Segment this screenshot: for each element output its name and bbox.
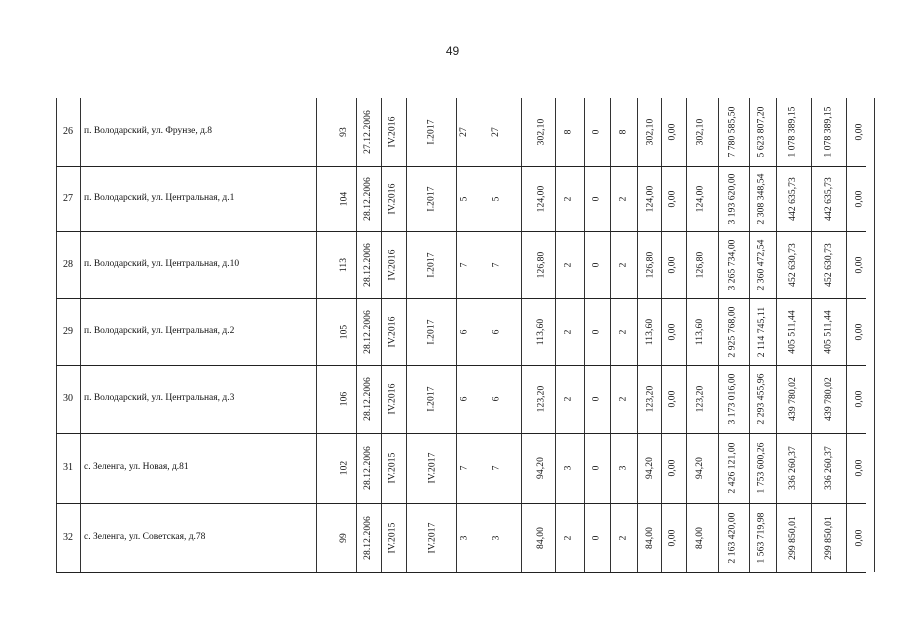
table-cell [451, 365, 477, 433]
table-cell [847, 231, 873, 298]
cell-value: 7 [490, 262, 501, 267]
table-cell [687, 231, 713, 298]
cell-value: 5 [458, 196, 469, 201]
cell-value: 6 [490, 396, 501, 402]
row-number: 26 [63, 126, 73, 137]
table-cell [528, 503, 554, 572]
cell-value: 299 850,01 [824, 515, 834, 560]
cell-value: 93 [338, 127, 349, 137]
table-cell [483, 503, 509, 572]
table-cell [749, 298, 775, 365]
table-cell [419, 98, 445, 166]
table-cell [660, 231, 686, 298]
table-cell [687, 433, 713, 503]
table-cell [355, 98, 381, 166]
cell-value: 0 [590, 465, 601, 471]
cell-value: 84,00 [695, 526, 705, 549]
table-cell [331, 365, 357, 433]
table-cell [749, 98, 775, 166]
cell-value: 27 [490, 127, 501, 137]
table-cell [610, 433, 636, 503]
table-cell [355, 503, 381, 572]
table-cell [720, 365, 746, 433]
cell-value: 0 [590, 262, 601, 267]
cell-value: 6 [458, 396, 469, 402]
table-cell [780, 298, 806, 365]
table-cell [555, 503, 581, 572]
table-cell [583, 298, 609, 365]
cell-value: IV.2016 [387, 249, 397, 280]
table-cell [451, 166, 477, 231]
cell-value: 2 [617, 329, 628, 334]
cell-value: 28.12.2006 [363, 176, 373, 221]
table-cell [660, 98, 686, 166]
table-cell [528, 231, 554, 298]
cell-value: 124,00 [645, 185, 656, 212]
table-cell [660, 503, 686, 572]
table-cell [816, 503, 842, 572]
table-cell [583, 166, 609, 231]
table-cell [749, 503, 775, 572]
table-cell [555, 298, 581, 365]
cell-value: 302,10 [536, 118, 547, 146]
cell-value: 2 925 768,00 [728, 305, 739, 358]
column-divider [521, 98, 522, 572]
cell-value: 123,20 [695, 385, 706, 413]
column-divider [80, 98, 81, 572]
table-cell [483, 166, 509, 231]
cell-value: 106 [339, 391, 349, 407]
table-cell [780, 503, 806, 572]
cell-value: 0,00 [855, 255, 865, 274]
cell-value: 439 780,02 [824, 377, 834, 421]
table-cell [749, 365, 775, 433]
table-cell [451, 503, 477, 572]
cell-value: 439 780,02 [788, 377, 798, 421]
table-cell [419, 231, 445, 298]
cell-value: 405 511,44 [824, 309, 834, 354]
table-cell [687, 365, 713, 433]
cell-value: 302,10 [645, 118, 656, 146]
table-cell [610, 231, 636, 298]
row-number: 32 [63, 531, 73, 543]
row-address: п. Володарский, ул. Центральная, д.1 [84, 192, 235, 203]
cell-value: 27 [458, 127, 469, 137]
cell-value: 1 753 600,26 [757, 442, 768, 494]
row-divider [56, 572, 866, 573]
cell-value: 452 630,73 [788, 242, 798, 287]
cell-value: 1 078 389,15 [788, 106, 799, 158]
cell-value: 0,00 [668, 390, 678, 408]
cell-value: 0 [590, 196, 601, 201]
cell-value: IV.2016 [387, 383, 397, 415]
table-cell [780, 231, 806, 298]
cell-value: 3 173 016,00 [728, 373, 739, 425]
table-cell [419, 365, 445, 433]
table-cell [451, 298, 477, 365]
row-address: п. Володарский, ул. Центральная, д.10 [84, 258, 240, 269]
table-cell [419, 298, 445, 365]
cell-value: 84,00 [536, 526, 546, 549]
row-number: 31 [63, 462, 73, 473]
table-cell [749, 166, 775, 231]
cell-value: 0,00 [855, 189, 865, 208]
table-cell [583, 365, 609, 433]
table-cell [331, 503, 357, 572]
cell-value: 0,00 [668, 459, 678, 477]
table-cell [528, 166, 554, 231]
cell-value: 2 [617, 535, 628, 540]
column-divider [718, 98, 719, 572]
cell-value: 27.12.2006 [363, 110, 373, 154]
cell-value: I.2017 [426, 251, 437, 278]
cell-value: IV.2015 [387, 452, 397, 484]
table-cell [528, 433, 554, 503]
cell-value: 2 426 121,00 [728, 442, 739, 494]
cell-value: 28.12.2006 [363, 242, 373, 287]
cell-value: 104 [339, 191, 349, 206]
table-cell [816, 166, 842, 231]
cell-value: 6 [458, 329, 469, 334]
cell-value: 2 [562, 262, 573, 267]
table-cell [355, 231, 381, 298]
cell-value: 452 630,73 [824, 242, 834, 287]
table-cell [379, 98, 405, 166]
cell-value: 84,00 [645, 526, 655, 549]
cell-value: 126,80 [645, 251, 656, 278]
table-cell [528, 98, 554, 166]
cell-value: 0,00 [855, 459, 865, 477]
cell-value: 1 563 719,98 [757, 511, 768, 564]
cell-value: 124,00 [536, 185, 547, 212]
cell-value: 113,60 [695, 318, 705, 345]
table-cell [379, 433, 405, 503]
cell-value: 5 623 807,20 [757, 106, 768, 158]
cell-value: 0 [590, 396, 601, 402]
table-cell [583, 433, 609, 503]
table-cell [331, 166, 357, 231]
table-cell [451, 98, 477, 166]
cell-value: 1 078 389,15 [824, 106, 835, 158]
cell-value: 94,20 [536, 457, 546, 479]
cell-value: 94,20 [645, 457, 655, 479]
table-cell [780, 98, 806, 166]
column-divider [874, 98, 875, 572]
table-cell [379, 298, 405, 365]
cell-value: 3 [490, 535, 501, 540]
row-address: с. Зеленга, ул. Новая, д.81 [84, 462, 189, 472]
page-number: 49 [445, 44, 460, 58]
cell-value: 8 [617, 129, 628, 135]
table-cell [610, 298, 636, 365]
table-cell [528, 365, 554, 433]
cell-value: 0,00 [855, 123, 865, 141]
table-cell [483, 298, 509, 365]
table-cell [847, 298, 873, 365]
cell-value: 123,20 [645, 385, 656, 413]
cell-value: 0,00 [668, 123, 678, 141]
table-cell [419, 433, 445, 503]
table-cell [816, 298, 842, 365]
cell-value: 0 [590, 535, 601, 540]
cell-value: 0 [590, 129, 601, 135]
table-cell [780, 166, 806, 231]
cell-value: 299 850,01 [788, 515, 798, 560]
cell-value: 6 [490, 329, 501, 334]
row-address: п. Володарский, ул. Центральная, д.3 [84, 393, 235, 403]
table-cell [847, 365, 873, 433]
cell-value: 3 [562, 465, 573, 471]
cell-value: 0 [590, 329, 601, 334]
cell-value: 3 [458, 535, 469, 540]
cell-value: 2 [562, 535, 573, 540]
table-cell [749, 433, 775, 503]
table-cell [419, 166, 445, 231]
table-cell [610, 503, 636, 572]
cell-value: 0,00 [668, 189, 678, 208]
table-cell [379, 231, 405, 298]
table-cell [528, 298, 554, 365]
cell-value: 3 193 620,00 [728, 172, 739, 225]
cell-value: 2 293 455,96 [757, 373, 768, 425]
table-cell [355, 166, 381, 231]
cell-value: 8 [562, 129, 573, 135]
cell-value: 336 260,37 [788, 446, 798, 490]
table-cell [331, 433, 357, 503]
table-cell [583, 503, 609, 572]
row-number: 27 [63, 192, 73, 204]
cell-value: 0,00 [855, 322, 865, 341]
column-divider [811, 98, 812, 572]
table-cell [610, 166, 636, 231]
cell-value: IV.2016 [387, 183, 397, 214]
cell-value: IV.2016 [387, 316, 397, 347]
table-cell [451, 231, 477, 298]
table-cell [555, 433, 581, 503]
cell-value: 28.12.2006 [363, 377, 373, 421]
table-cell [483, 365, 509, 433]
cell-value: 7 780 585,50 [728, 106, 739, 158]
cell-value: 302,10 [695, 118, 706, 146]
table-cell [610, 98, 636, 166]
table-cell [720, 433, 746, 503]
table-cell [687, 166, 713, 231]
cell-value: 0,00 [855, 528, 865, 547]
row-number: 30 [63, 393, 73, 404]
table-cell [720, 98, 746, 166]
cell-value: IV.2016 [387, 116, 397, 148]
cell-value: 28.12.2006 [363, 446, 373, 490]
cell-value: IV.2015 [387, 522, 397, 553]
cell-value: 2 [562, 196, 573, 201]
cell-value: 2 [617, 396, 628, 402]
table-cell [847, 98, 873, 166]
cell-value: 28.12.2006 [363, 515, 373, 560]
cell-value: 405 511,44 [788, 309, 798, 354]
cell-value: 2 [617, 196, 628, 201]
column-divider [776, 98, 777, 572]
table-cell [687, 503, 713, 572]
row-address: п. Володарский, ул. Фрунзе, д.8 [84, 126, 213, 136]
cell-value: 2 [562, 396, 573, 402]
table-cell [483, 231, 509, 298]
cell-value: 2 308 348,54 [757, 172, 768, 225]
table-cell [847, 166, 873, 231]
table-cell [331, 98, 357, 166]
table-cell [687, 298, 713, 365]
cell-value: 123,20 [536, 385, 547, 413]
table-cell [816, 433, 842, 503]
table-cell [379, 365, 405, 433]
table-cell [331, 231, 357, 298]
table-cell [687, 98, 713, 166]
cell-value: 28.12.2006 [363, 309, 373, 354]
cell-value: 7 [458, 262, 469, 267]
cell-value: 2 163 420,00 [728, 511, 739, 564]
cell-value: I.2017 [426, 386, 437, 412]
table-cell [483, 433, 509, 503]
table-cell [451, 433, 477, 503]
table-cell [379, 166, 405, 231]
cell-value: 124,00 [695, 185, 706, 212]
table-cell [720, 298, 746, 365]
cell-value: 2 [617, 262, 628, 267]
column-divider [316, 98, 317, 572]
table-cell [660, 298, 686, 365]
table-cell [483, 98, 509, 166]
table-cell [355, 433, 381, 503]
table-cell [780, 433, 806, 503]
row-address: с. Зеленга, ул. Советская, д.78 [84, 531, 206, 542]
cell-value: 336 260,37 [824, 446, 834, 490]
table-cell [610, 365, 636, 433]
cell-value: IV.2017 [427, 452, 437, 484]
table-cell [379, 503, 405, 572]
cell-value: 102 [339, 460, 349, 476]
table-cell [847, 503, 873, 572]
cell-value: 113 [338, 257, 349, 272]
table-cell [660, 365, 686, 433]
cell-value: 113,60 [536, 318, 546, 345]
cell-value: I.2017 [426, 119, 437, 145]
table-cell [816, 98, 842, 166]
column-divider [406, 98, 407, 572]
cell-value: 3 [617, 465, 628, 471]
cell-value: 126,80 [695, 251, 706, 278]
table-cell [555, 166, 581, 231]
table-cell [720, 503, 746, 572]
cell-value: 7 [458, 465, 469, 471]
row-number: 28 [63, 258, 73, 270]
cell-value: 113,60 [645, 318, 655, 345]
table-cell [331, 298, 357, 365]
cell-value: 2 360 472,54 [757, 238, 768, 291]
table-cell [720, 231, 746, 298]
table-cell [355, 365, 381, 433]
cell-value: 0,00 [668, 322, 678, 341]
table-cell [720, 166, 746, 231]
table-cell [555, 231, 581, 298]
cell-value: 3 265 734,00 [728, 238, 739, 291]
cell-value: 0,00 [668, 528, 678, 547]
cell-value: 442 635,73 [788, 176, 798, 221]
cell-value: I.2017 [426, 318, 437, 345]
cell-value: I.2017 [426, 185, 437, 212]
table-cell [660, 166, 686, 231]
table-cell [419, 503, 445, 572]
table-cell [780, 365, 806, 433]
cell-value: 105 [339, 324, 349, 339]
table-cell [816, 365, 842, 433]
cell-value: IV.2017 [427, 522, 437, 553]
cell-value: 2 [562, 329, 573, 334]
table-cell [355, 298, 381, 365]
cell-value: 2 114 745,11 [757, 306, 767, 357]
table-cell [660, 433, 686, 503]
table-cell [816, 231, 842, 298]
cell-value: 5 [490, 196, 501, 201]
table-cell [583, 231, 609, 298]
cell-value: 0,00 [668, 255, 678, 274]
cell-value: 99 [338, 532, 349, 543]
table-cell [555, 365, 581, 433]
cell-value: 94,20 [695, 457, 705, 479]
table-cell [847, 433, 873, 503]
table-cell [749, 231, 775, 298]
row-address: п. Володарский, ул. Центральная, д.2 [84, 325, 235, 336]
cell-value: 0,00 [855, 390, 865, 408]
row-number: 29 [63, 325, 73, 337]
cell-value: 7 [490, 465, 501, 471]
cell-value: 442 635,73 [824, 176, 834, 221]
table-cell [583, 98, 609, 166]
table-cell [555, 98, 581, 166]
cell-value: 126,80 [536, 251, 547, 278]
